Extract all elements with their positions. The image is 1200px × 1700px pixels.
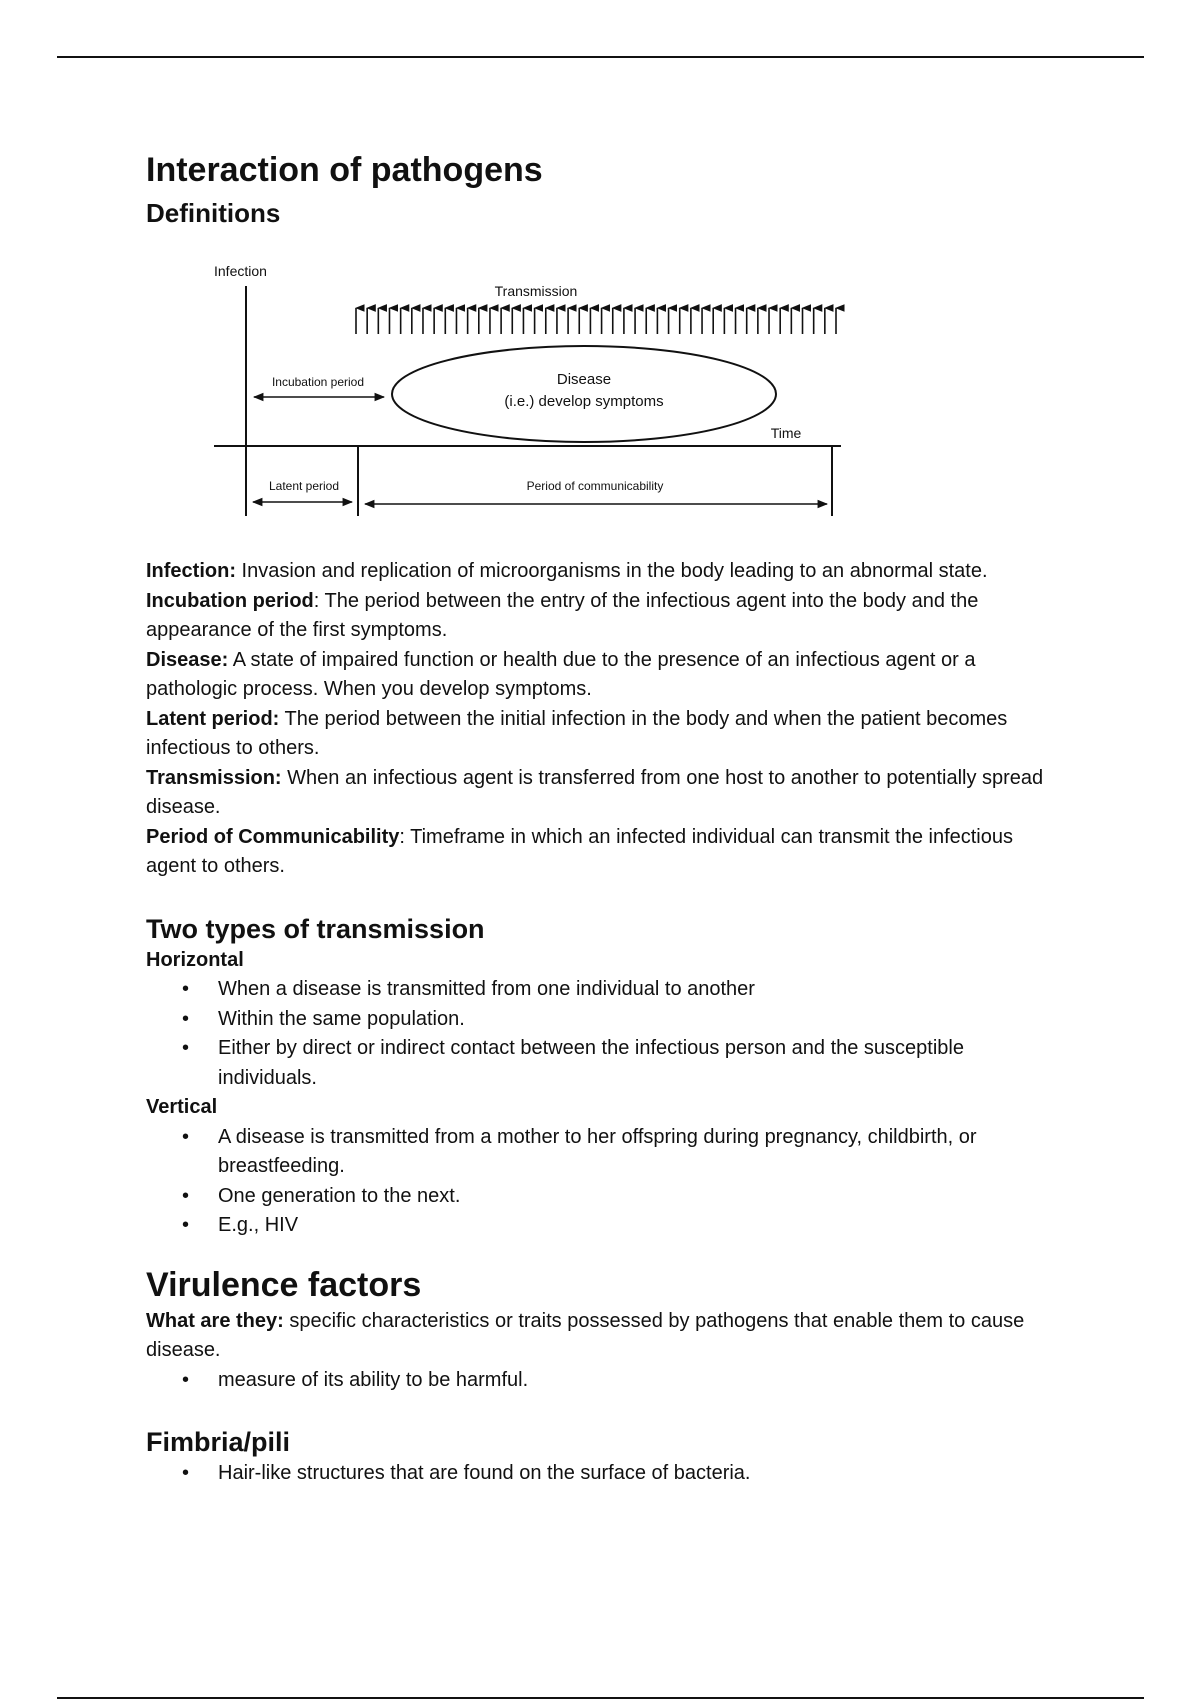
definition-text: The period between the initial infection in the body and when the patient becomes infectious to others.: [146, 707, 1008, 759]
label-latent-period: Latent period: [268, 479, 340, 493]
term: Transmission:: [146, 766, 282, 789]
definition-incubation-period: [146, 587, 1066, 646]
document-body: [146, 148, 1066, 1489]
term: Incubation period: [146, 589, 314, 612]
term: Period of Communicability: [146, 825, 400, 848]
definition-text: Invasion and replication of microorganisms in the body leading to an abnormal state.: [236, 560, 988, 582]
vertical-heading: Vertical: [146, 1096, 218, 1118]
definition-latent-period: [146, 705, 1066, 764]
definition-text: specific characteristics or traits possessed by pathogens that enable them to cause disease.: [146, 1309, 1025, 1361]
label-develop-symptoms: (i.e.) develop symptoms: [504, 393, 664, 410]
label-time: Time: [770, 425, 802, 441]
list-item: • One generation to the next.: [146, 1182, 1066, 1212]
vertical-list: [146, 1123, 1066, 1241]
infection-timeline-diagram: [146, 234, 896, 534]
list-item: • Within the same population.: [146, 1005, 1066, 1035]
list-item: • E.g., HIV: [146, 1211, 1066, 1241]
fimbria-list: [146, 1459, 1066, 1489]
label-infection: Infection: [214, 263, 267, 279]
virulence-heading: Virulence factors: [146, 1265, 422, 1304]
label-disease: Disease: [556, 371, 612, 388]
list-item: • When a disease is transmitted from one individual to another: [146, 975, 1066, 1005]
virulence-definition: [146, 1307, 1066, 1366]
transmission-types-heading: Two types of transmission: [146, 913, 485, 944]
term: What are they:: [146, 1309, 284, 1332]
list-item: • measure of its ability to be harmful.: [146, 1366, 1066, 1396]
fimbria-heading: Fimbria/pili: [146, 1427, 291, 1457]
definition-transmission: [146, 764, 1066, 823]
term: Latent period:: [146, 707, 280, 730]
term: Infection:: [146, 560, 236, 582]
label-period-of-communicability: Period of communicability: [526, 479, 664, 493]
list-item: • A disease is transmitted from a mother to her offspring during pregnancy, childbirth, or breastfeeding.: [146, 1123, 1066, 1182]
definition-text: When an infectious agent is transferred from one host to another to potentially spread disease.: [146, 766, 1044, 818]
header-rule: [57, 56, 1144, 58]
definitions-heading: Definitions: [146, 198, 281, 228]
label-incubation-period: Incubation period: [271, 375, 365, 389]
definition-text: A state of impaired function or health due to the presence of an infectious agent or a pathologic process. When you develop symptoms.: [146, 648, 976, 700]
transmission-arrows: [356, 308, 836, 334]
horizontal-list: [146, 975, 1066, 1093]
footer-rule: [57, 1697, 1144, 1699]
label-transmission: Transmission: [494, 283, 578, 299]
definition-text: : Timeframe in which an infected individual can transmit the infectious agent to others.: [146, 825, 1013, 877]
list-item: • Either by direct or indirect contact between the infectious person and the susceptible individuals.: [146, 1034, 1066, 1093]
list-item: • Hair-like structures that are found on the surface of bacteria.: [146, 1459, 1066, 1489]
page-title: Interaction of pathogens: [146, 151, 543, 189]
virulence-list: [146, 1366, 1066, 1396]
definition-period-of-communicability: [146, 823, 1066, 882]
definition-infection: [146, 557, 1066, 587]
definition-text: : The period between the entry of the infectious agent into the body and the appearance of the first symptoms.: [146, 589, 979, 641]
term: Disease:: [146, 648, 229, 671]
definition-disease: [146, 646, 1066, 705]
horizontal-heading: Horizontal: [146, 948, 244, 971]
definitions-list: [146, 557, 1066, 882]
